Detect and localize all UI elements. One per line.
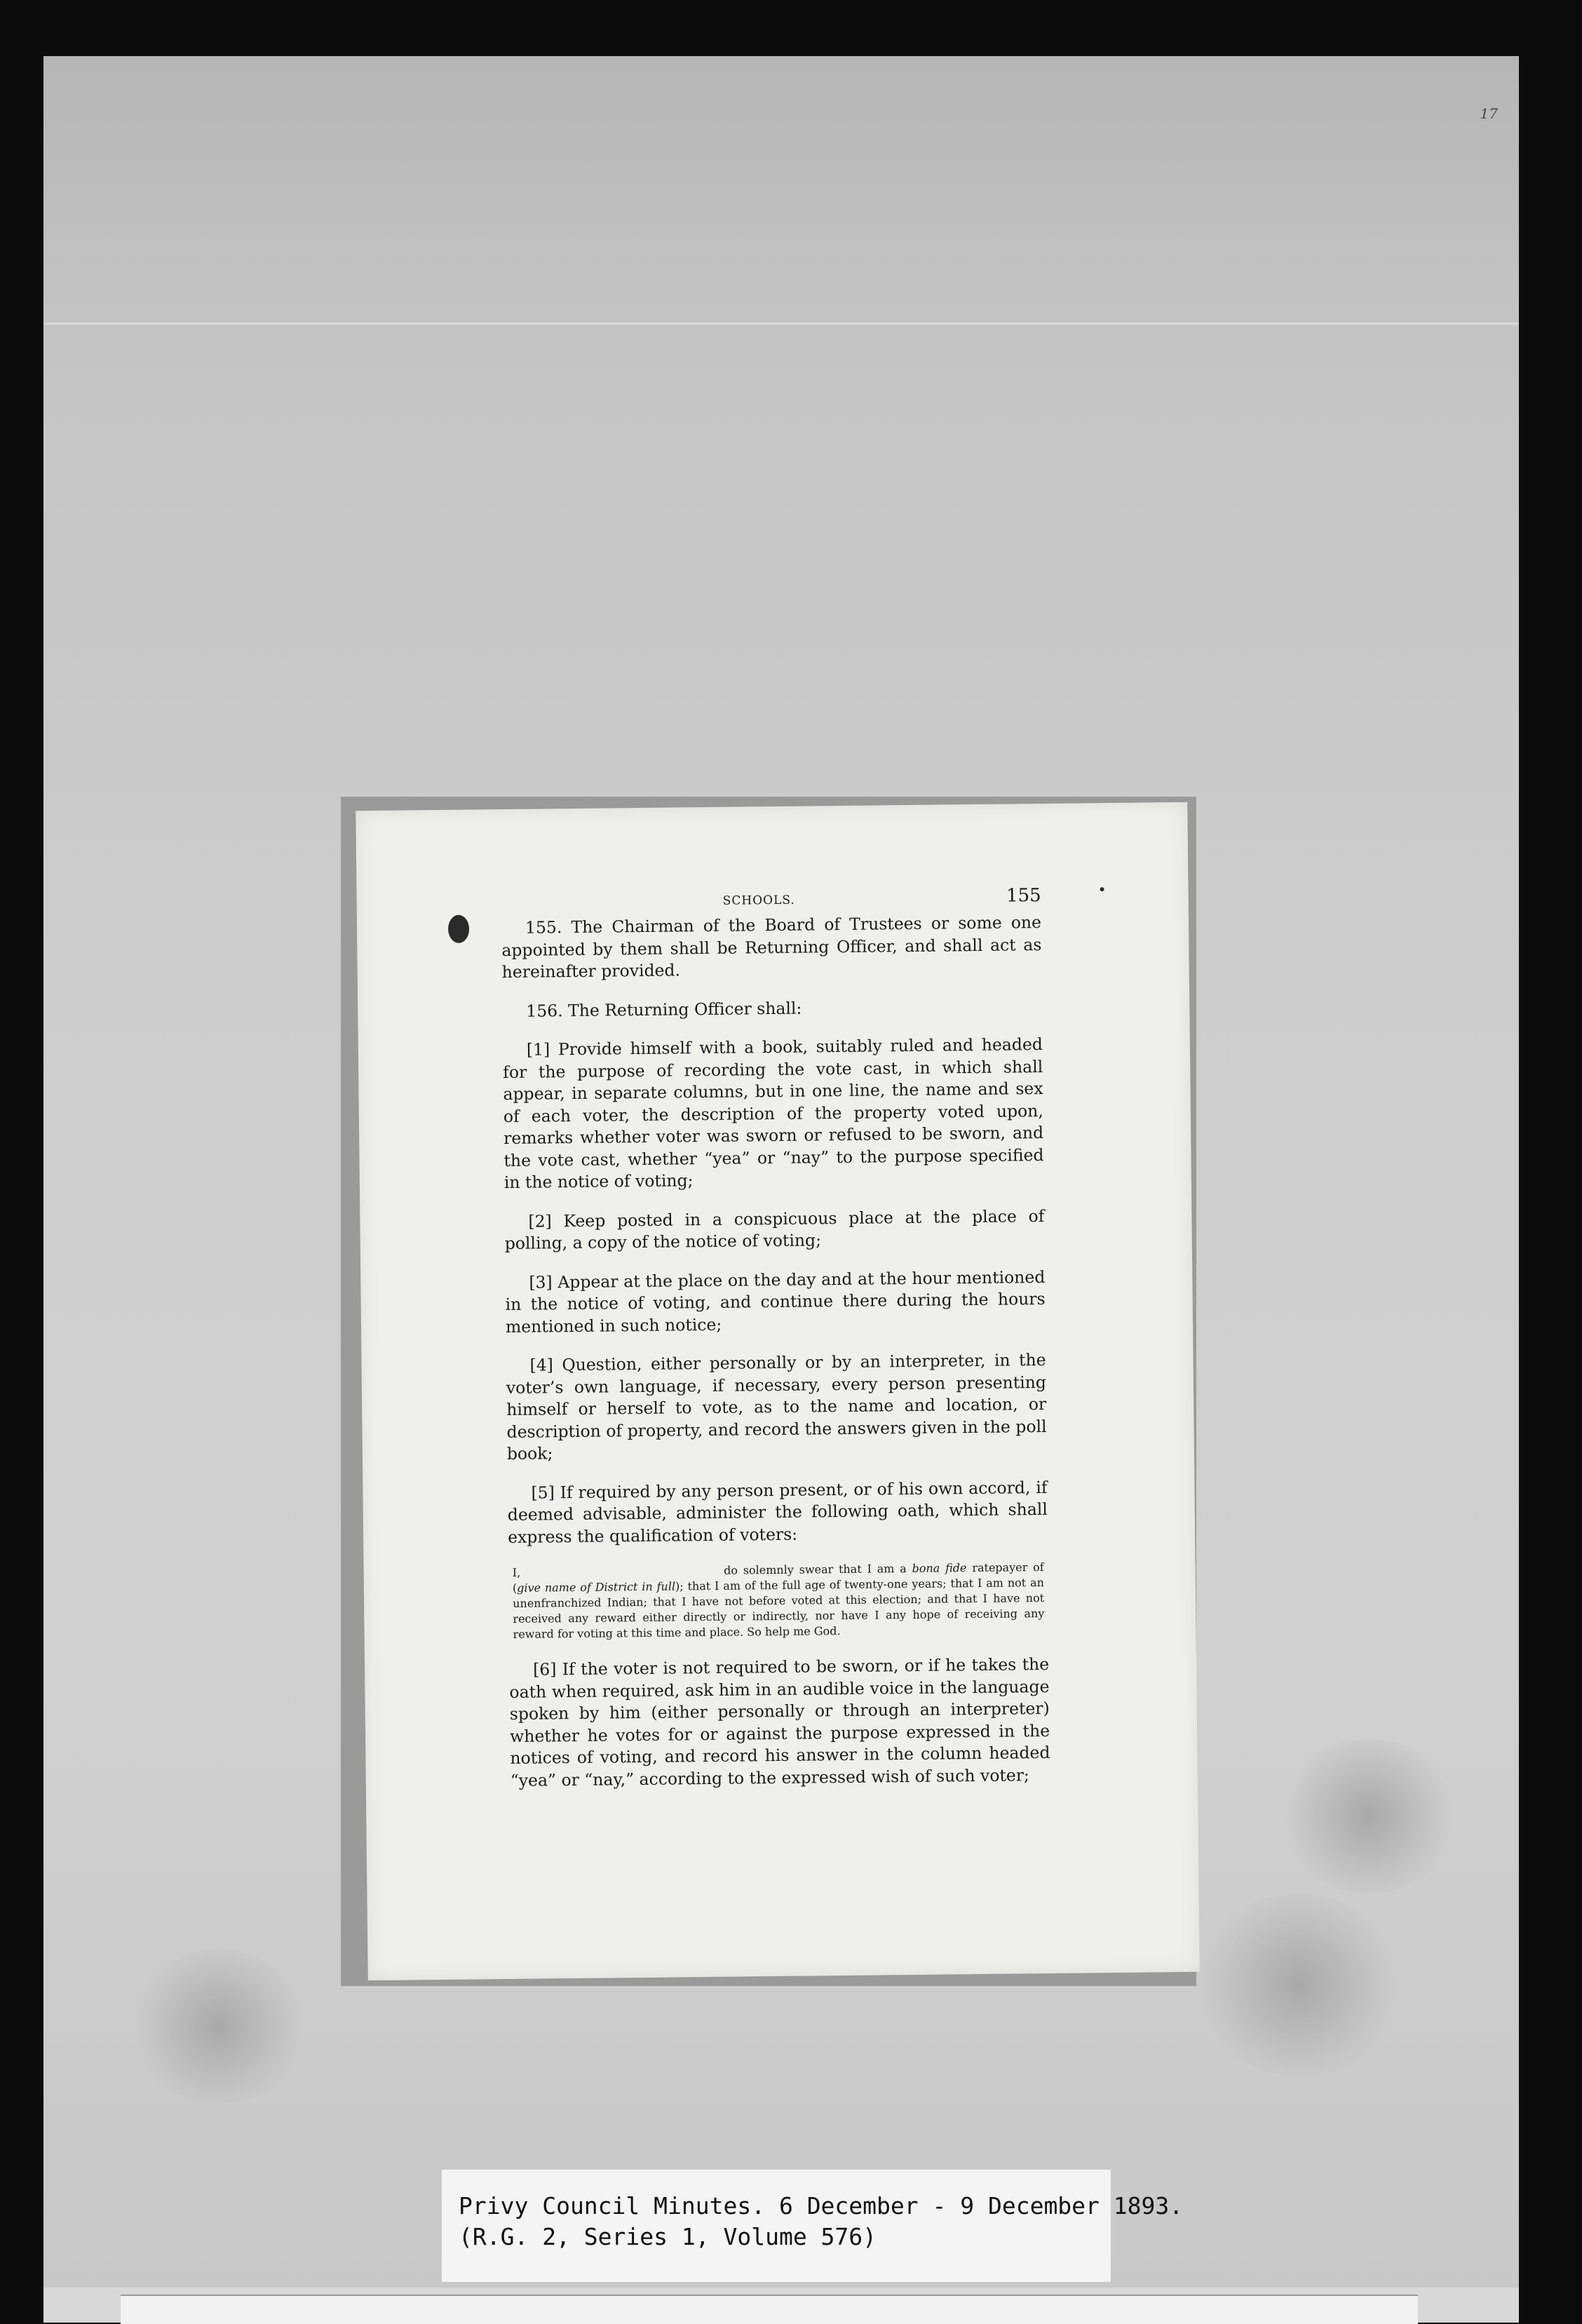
clause-2: [2] Keep posted in a conspicuous place at the place of polling, a copy of the notice of voting; xyxy=(504,1205,1045,1254)
clause-1: [1] Provide himself with a book, suitably ruled and headed for the purpose of recording the vote cast, in which shall appear, in separate columns, but in one line, the name and sex of each voter, the description of the property voted upon, remarks whether voter was sworn or refused to be sworn, and the vote cast, whether “yea” or “nay” to the purpose specified in the notice of voting; xyxy=(503,1034,1044,1193)
oath-text-a: do solemnly swear that I am a xyxy=(723,1562,912,1577)
document-page xyxy=(356,802,1199,1980)
oath-bona-fide: bona fide xyxy=(912,1561,967,1576)
oath-district: give name of District in full xyxy=(517,1579,676,1595)
oath-start: I, xyxy=(512,1565,521,1579)
next-frame-edge xyxy=(121,2295,1418,2324)
page-text xyxy=(501,881,1050,1792)
ink-speck xyxy=(1100,887,1104,891)
running-head-title: SCHOOLS. xyxy=(722,893,795,908)
clause-5: [5] If required by any person present, or of his own accord, if deemed advisable, administer the following oath, which shall express the qualification of voters: xyxy=(507,1477,1048,1547)
section-156: 156. The Returning Officer shall: xyxy=(526,998,802,1021)
oath-text-c: ); that I am of the full age of twenty-one years; that I am not an unenfranchized Indian; that I have not before voted at this election; and that I have not received any reward either directly or indirectly, nor have I any hope of receiving any reward for voting at this time and place. So help me God. xyxy=(513,1576,1045,1641)
archive-label-line-1: Privy Council Minutes. 6 December - 9 December 1893. xyxy=(459,2192,1184,2220)
bottom-strip xyxy=(43,2288,1519,2323)
oath-text-b: ratepayer of ( xyxy=(512,1560,1044,1595)
smudge xyxy=(1194,1893,1404,2076)
archive-label-line-2: (R.G. 2, Series 1, Volume 576) xyxy=(459,2223,877,2250)
corner-note: 17 xyxy=(1480,105,1498,122)
mount-crease xyxy=(43,323,1519,325)
section-155: 155. The Chairman of the Board of Trustees or some one appointed by them shall be Returning Officer, and shall act as hereinafter provided. xyxy=(501,912,1042,982)
oath-text xyxy=(513,1560,1045,1642)
clause-4: [4] Question, either personally or by an interpreter, in the voter’s own language, if necessary, every person presenting himself or herself to vote, as to the name and location, or description of property, and record the answers given in the poll book; xyxy=(506,1349,1047,1464)
smudge xyxy=(128,1950,310,2104)
smudge xyxy=(1278,1739,1460,1893)
archive-label xyxy=(442,2170,1184,2282)
page-number: 155 xyxy=(1006,885,1041,907)
running-head xyxy=(501,881,1041,917)
clause-6: [6] If the voter is not required to be sworn, or if he takes the oath when required, ask him in an audible voice in the language spoken by him (either personally or through an interpreter) whether he votes for or against the purpose expressed in the notices of voting, and record his answer in the column headed “yea” or “nay,” according to the expressed wish of such voter; xyxy=(509,1654,1050,1790)
ink-blot xyxy=(448,915,469,943)
clause-3: [3] Appear at the place on the day and at the hour mentioned in the notice of voting, and continue there during the hours mentioned in such notice; xyxy=(505,1266,1046,1337)
